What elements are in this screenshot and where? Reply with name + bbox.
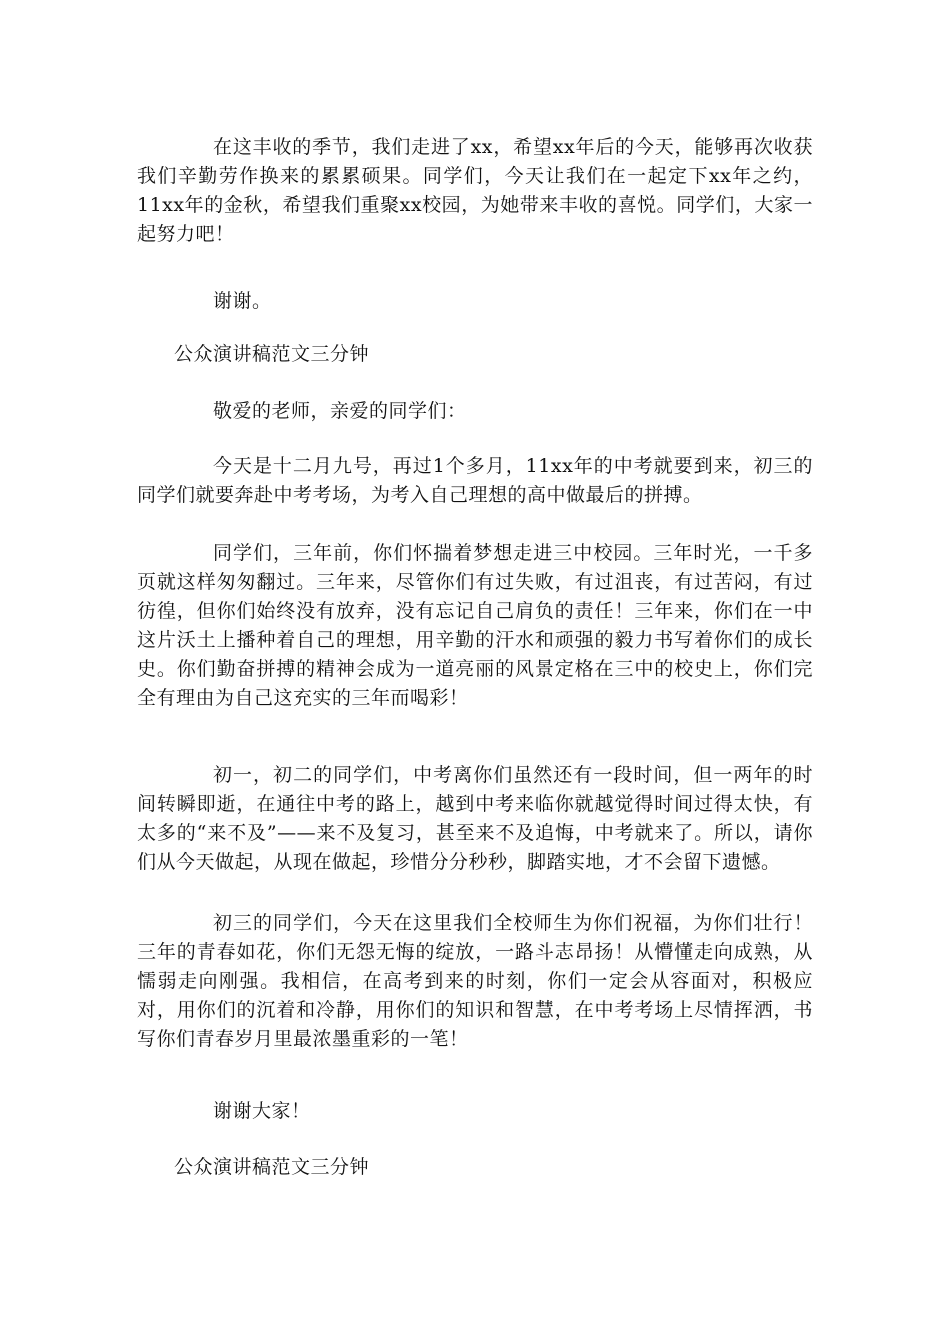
paragraph-grade-one-two: 初一，初二的同学们，中考离你们虽然还有一段时间，但一两年的时间转瞬即逝，在通往中考的路上，越到中考来临你就越觉得时间过得太快，有太多的“来不及”——来不及复习，甚至来不及追悔，中考就来了。所以，请你们从今天做起，从现在做起，珍惜分分秒秒，脚踏实地，才不会留下遗憾。 <box>137 764 813 873</box>
paragraph-thanks-everyone: 谢谢大家！ <box>213 1100 311 1122</box>
paragraph-harvest: 在这丰收的季节，我们走进了xx，希望xx年后的今天，能够再次收获我们辛勤劳作换来的累累硕果。同学们，今天让我们在一起定下xx年之约，11xx年的金秋，希望我们重聚xx校园，为她带来丰收的喜悦。同学们，大家一起努力吧！ <box>137 136 813 245</box>
paragraph-grade-three: 初三的同学们，今天在这里我们全校师生为你们祝福，为你们壮行！三年的青春如花，你们无怨无悔的绽放，一路斗志昂扬！从懵懂走向成熟，从懦弱走向刚强。我相信，在高考到来的时刻，你们一定会从容面对，积极应对，用你们的沉着和冷静，用你们的知识和智慧，在中考考场上尽情挥洒，书写你们青春岁月里最浓墨重彩的一笔！ <box>137 912 813 1050</box>
paragraph-intro: 今天是十二月九号，再过1个多月，11xx年的中考就要到来，初三的同学们就要奔赴中考考场，为考入自己理想的高中做最后的拼搏。 <box>137 455 813 506</box>
paragraph-thanks: 谢谢。 <box>213 290 272 312</box>
section-heading: 公众演讲稿范文三分钟 <box>174 343 370 365</box>
section-heading: 公众演讲稿范文三分钟 <box>174 1156 370 1178</box>
paragraph-three-years: 同学们，三年前，你们怀揣着梦想走进三中校园。三年时光，一千多页就这样匆匆翻过。三年来，尽管你们有过失败，有过沮丧，有过苦闷，有过彷徨，但你们始终没有放弃，没有忘记自己肩负的责任！三年来，你们在一中这片沃土上播种着自己的理想，用辛勤的汗水和顽强的毅力书写着你们的成长史。你们勤奋拼搏的精神会成为一道亮丽的风景定格在三中的校史上，你们完全有理由为自己这充实的三年而喝彩！ <box>137 542 813 709</box>
paragraph-salutation: 敬爱的老师，亲爱的同学们： <box>213 400 467 422</box>
